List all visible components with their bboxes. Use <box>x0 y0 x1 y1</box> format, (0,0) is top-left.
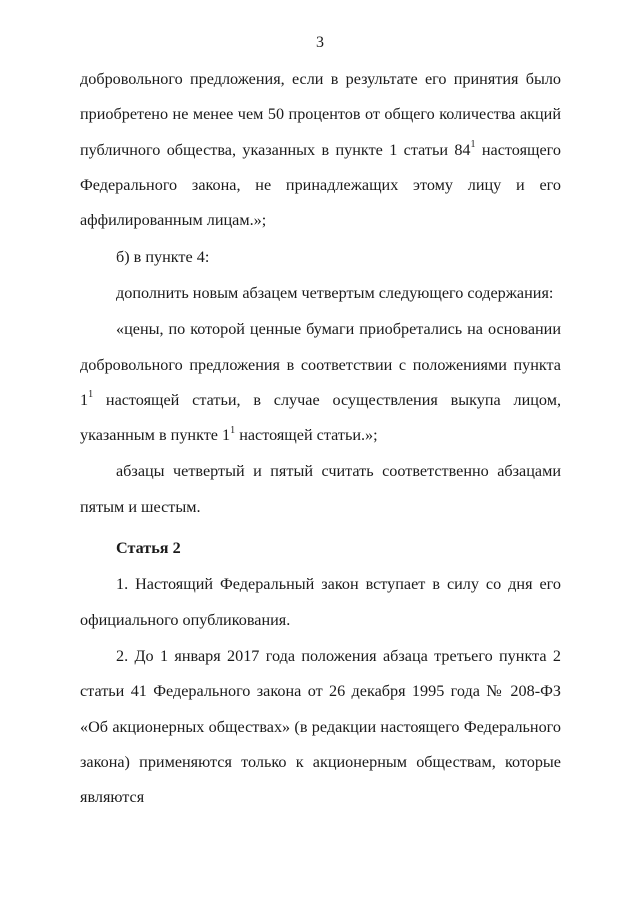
text-line: аффилированным лицам.»; <box>80 211 267 230</box>
paragraph-renumber: абзацы четвертый и пятый считать соответственно абзацами пятым и шестым. <box>80 462 561 516</box>
paragraph-subitem: б) в пункте 4: <box>116 247 210 266</box>
text-line: добровольного предложения, если в результате его принятия было <box>80 70 561 88</box>
superscript: 1 <box>88 389 94 401</box>
text-fragment: настоящей статьи, в случае осуществления выкупа лицом, указанным в пункте 1 <box>80 390 561 445</box>
text-line <box>80 133 561 168</box>
superscript: 1 <box>470 139 476 151</box>
article-heading: Статья 2 <box>116 539 181 558</box>
text-fragment: публичного общества, указанных в пункте 1 статьи 84 <box>80 140 471 159</box>
text-line: приобретено не менее чем 50 процентов от общего количества акций <box>80 105 561 124</box>
text-line: Федерального закона, не принадлежащих этому лицу и его <box>80 175 561 194</box>
page-number: 3 <box>316 34 324 51</box>
article-paragraph: 2. До 1 января 2017 года положения абзаца третьего пункта 2 статьи 41 Федерального закона от 26 декабря 1995 года № 208-ФЗ «Об акционерных обществах» (в редакции настоящего Федерального закона) применяются только к акционерным обществам, которые являются <box>80 646 561 807</box>
paragraph-quote <box>80 312 561 453</box>
document-body <box>80 62 561 817</box>
paragraph-continuation <box>80 62 561 238</box>
text-fragment: настоящего <box>475 140 561 159</box>
paragraph-instruction: дополнить новым абзацем четвертым следующего содержания: <box>116 283 554 302</box>
text-fragment: настоящей статьи.»; <box>235 426 378 445</box>
superscript: 1 <box>230 424 236 436</box>
text-fragment: «цены, по которой ценные бумаги приобретались на основании добровольного предложения в соответствии с положениями пункта 1 <box>80 320 561 409</box>
article-paragraph: 1. Настоящий Федеральный закон вступает в силу со дня его официального опубликования. <box>80 575 561 629</box>
